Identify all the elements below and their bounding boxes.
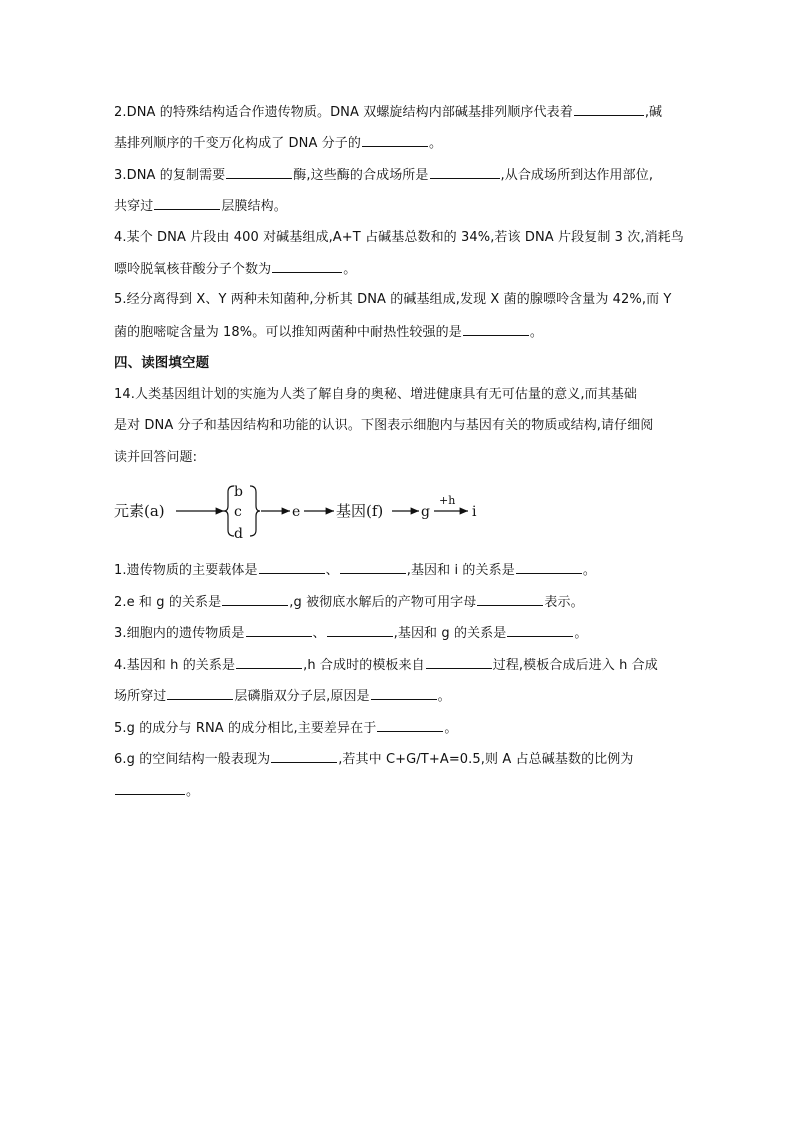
q14-text-a: 14.人类基因组计划的实施为人类了解自身的奥秘、增进健康具有无可估量的意义,而其基础 (114, 387, 638, 402)
q3-text-a: 3.DNA 的复制需要 (114, 168, 226, 183)
sub1-answer-blank-1[interactable] (259, 560, 325, 574)
sub1-answer-blank-3[interactable] (516, 560, 582, 574)
sub2-line (114, 592, 584, 613)
q3-text-b: 酶,这些酶的合成场所是 (293, 168, 429, 183)
sub2-answer-blank-2[interactable] (477, 592, 543, 606)
sub3-answer-blank-1[interactable] (246, 623, 312, 637)
q3-answer-blank-1[interactable] (226, 165, 292, 179)
sub4-text-d: 场所穿过 (114, 689, 167, 704)
q5-line-1 (114, 290, 671, 310)
node-c: c (234, 504, 242, 520)
sub3-text-d: 。 (574, 626, 588, 641)
q2-line-1 (114, 102, 662, 123)
sub2-text-a: 2.e 和 g 的关系是 (114, 595, 222, 610)
sub3-text-a: 3.细胞内的遗传物质是 (114, 626, 245, 641)
q3-line-1 (114, 165, 653, 186)
q14-text-c: 读并回答问题: (114, 450, 198, 465)
q14-line-2 (114, 416, 653, 436)
q5-text-c: 。 (529, 325, 543, 340)
sub4-text-a: 4.基因和 h 的关系是 (114, 658, 236, 673)
sub4-text-c: 过程,模板合成后进入 h 合成 (492, 658, 658, 673)
q5-text-b: 菌的胞嘧啶含量为 18%。可以推知两菌种中耐热性较强的是 (114, 325, 462, 340)
sub4-text-e: 层磷脂双分子层,原因是 (234, 689, 370, 704)
gene-f-label: 基因(f) (336, 502, 384, 520)
q4-text-a: 4.某个 DNA 片段由 400 对碱基组成,A+T 占碱基总数和的 34%,若该 DNA 片段复制 3 次,消耗鸟 (114, 230, 684, 245)
sub6-text-c: 。 (186, 784, 200, 799)
sub6-line-2 (114, 781, 199, 802)
element-a-label: 元素(a) (114, 502, 165, 520)
sub4-answer-blank-2[interactable] (426, 655, 492, 669)
sub6-text-a: 6.g 的空间结构一般表现为 (114, 752, 271, 767)
sub5-line (114, 718, 457, 739)
q5-answer-blank[interactable] (463, 322, 529, 336)
q3-line-2 (114, 196, 287, 217)
sub4-answer-blank-1[interactable] (236, 655, 302, 669)
left-brace (224, 486, 234, 536)
sub3-answer-blank-2[interactable] (327, 623, 393, 637)
sub4-line-2 (114, 686, 451, 707)
plus-h-label: +h (439, 494, 456, 507)
q3-text-c: ,从合成场所到达作用部位, (500, 168, 654, 183)
sub6-answer-blank-1[interactable] (271, 749, 337, 763)
q5-line-2 (114, 322, 543, 343)
sub1-text-a: 1.遗传物质的主要载体是 (114, 563, 258, 578)
sub1-text-b: 、 (325, 563, 339, 578)
sub4-answer-blank-3[interactable] (167, 686, 233, 700)
q4-line-2 (114, 259, 356, 280)
sub3-line (114, 623, 587, 644)
section-heading: 四、读图填空题 (114, 355, 210, 371)
q5-text-a: 5.经分离得到 X、Y 两种未知菌种,分析其 DNA 的碱基组成,发现 X 菌的腺嘌呤含量为 42%,而 Y (114, 292, 672, 307)
q2-text-a: 2.DNA 的特殊结构适合作遗传物质。DNA 双螺旋结构内部碱基排列顺序代表着 (114, 105, 573, 120)
q14-text-b: 是对 DNA 分子和基因结构和功能的认识。下图表示细胞内与基因有关的物质或结构,请仔细阅 (114, 418, 654, 433)
sub4-line-1 (114, 655, 658, 676)
sub3-text-b: 、 (312, 626, 326, 641)
sub1-text-c: ,基因和 i 的关系是 (406, 563, 515, 578)
q2-answer-blank-1[interactable] (574, 102, 644, 116)
sub6-answer-blank-2[interactable] (115, 781, 185, 795)
sub3-answer-blank-3[interactable] (507, 623, 573, 637)
sub1-line (114, 560, 596, 581)
sub4-text-b: ,h 合成时的模板来自 (303, 658, 425, 673)
q4-line-1 (114, 228, 684, 248)
node-d: d (234, 526, 243, 542)
node-i: i (472, 504, 477, 520)
q2-answer-blank-2[interactable] (362, 133, 428, 147)
sub4-answer-blank-4[interactable] (371, 686, 437, 700)
sub5-text-b: 。 (444, 721, 458, 736)
q2-text-b: ,碱 (644, 105, 663, 120)
gene-relationship-diagram (114, 480, 514, 544)
q2-line-2 (114, 133, 442, 154)
sub2-text-b: ,g 被彻底水解后的产物可用字母 (289, 595, 477, 610)
q2-text-d: 。 (429, 136, 443, 151)
sub4-text-f: 。 (437, 689, 451, 704)
sub6-line-1 (114, 749, 633, 770)
sub5-answer-blank[interactable] (377, 718, 443, 732)
sub2-answer-blank-1[interactable] (222, 592, 288, 606)
q2-text-c: 基排列顺序的千变万化构成了 DNA 分子的 (114, 136, 361, 151)
sub5-text-a: 5.g 的成分与 RNA 的成分相比,主要差异在于 (114, 721, 377, 736)
sub6-text-b: ,若其中 C+G/T+A=0.5,则 A 占总碱基数的比例为 (338, 752, 634, 767)
q14-line-1 (114, 385, 637, 405)
q3-answer-blank-3[interactable] (154, 196, 220, 210)
node-g: g (421, 504, 430, 520)
right-brace (250, 486, 260, 536)
sub2-text-c: 表示。 (544, 595, 584, 610)
q3-text-d: 共穿过 (114, 199, 154, 214)
q4-text-c: 。 (343, 262, 357, 277)
sub1-text-d: 。 (582, 563, 596, 578)
q4-text-b: 嘌呤脱氧核苷酸分子个数为 (114, 262, 272, 277)
q3-answer-blank-2[interactable] (430, 165, 500, 179)
sub1-answer-blank-2[interactable] (340, 560, 406, 574)
q4-answer-blank[interactable] (272, 259, 342, 273)
q14-line-3 (114, 448, 197, 468)
node-e: e (292, 504, 301, 520)
sub3-text-c: ,基因和 g 的关系是 (393, 626, 507, 641)
node-b: b (234, 484, 243, 500)
q3-text-e: 层膜结构。 (221, 199, 287, 214)
